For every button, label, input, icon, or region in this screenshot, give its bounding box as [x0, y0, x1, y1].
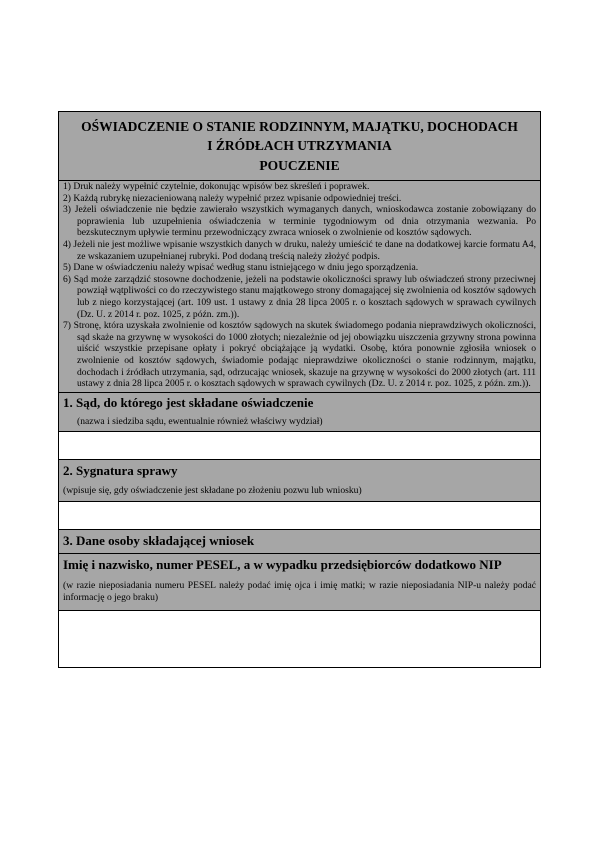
- section1-header: [59, 393, 540, 432]
- instruction-item: 5) Dane w oświadczeniu należy wpisać według stanu istniejącego w dniu jego sporządzenia.: [63, 262, 419, 274]
- court-name-field[interactable]: [59, 432, 540, 460]
- section2-note: (wpisuje się, gdy oświadczenie jest składane po złożeniu pozwu lub wniosku): [63, 484, 362, 496]
- instruction-item: 2) Każdą rubrykę niezacieniowaną należy wypełnić przez wpisanie odpowiedniej treści.: [63, 192, 402, 204]
- section3-subheader: [59, 554, 540, 611]
- section2-header: [59, 460, 540, 502]
- instruction-item: 4) Jeżeli nie jest możliwe wpisanie wszystkich danych w druku, należy umieścić te dane na dodatkowej karcie formatu A4, ze wskazaniem uzupełnianej rubryki. Pod dodaną treścią należy złożyć podpis.: [63, 238, 536, 262]
- section3-subheading: Imię i nazwisko, numer PESEL, a w wypadku przedsiębiorców dodatkowo NIP: [63, 556, 502, 572]
- form-title-line2: I ŹRÓDŁACH UTRZYMANIA: [207, 138, 392, 153]
- header-section: [59, 112, 540, 181]
- instructions-list: [59, 181, 540, 392]
- pouczenie-heading: POUCZENIE: [259, 158, 340, 173]
- form-title: [59, 112, 540, 158]
- case-signature-field[interactable]: [59, 502, 540, 530]
- form-title-line1: OŚWIADCZENIE O STANIE RODZINNYM, MAJĄTKU, DOCHODACH: [81, 119, 518, 134]
- instruction-item: 6) Sąd może zarządzić stosowne dochodzenie, jeżeli na podstawie okoliczności sprawy lub oświadczeń strony przeciwnej powziął wątpliwości co do rzeczywistego stanu majątkowego strony domagającej się zwolnienia od kosztów sądowych lub z niego korzystającej (art. 109 ust. 1 ustawy z dnia 28 lipca 2005 r. o kosztach sądowych w sprawach cywilnych (Dz. U. z 2014 r. poz. 1025, z późn. zm.)).: [63, 273, 536, 320]
- instruction-item: 1) Druk należy wypełnić czytelnie, dokonując wpisów bez skreśleń i poprawek.: [63, 181, 370, 192]
- section1-heading: 1. Sąd, do którego jest składane oświadczenie: [63, 394, 314, 410]
- instruction-item: 7) Stronę, która uzyskała zwolnienie od kosztów sądowych na skutek świadomego podania nieprawdziwych okoliczności, sąd skaże na grzywnę w wysokości do 1000 złotych; niezależnie od jej obowiązku uiszczenia grzywny strona powinna uiścić wszystkie przepisane opłaty i pokryć obciążające ją wydatki. Osobę, która ponownie zgłosiła wniosek o zwolnienie od kosztów sądowych, świadomie podając nieprawdziwe okoliczności o stanie rodzinnym, majątku, dochodach i źródłach utrzymania, sąd, odrzucając wniosek, skazuje na grzywnę w wysokości do 2000 złotych (art. 111 ustawy z dnia 28 lipca 2005 r. o kosztach sądowych w sprawach cywilnych (Dz. U. z 2014 r. poz. 1025, z późn. zm.)).: [63, 320, 536, 390]
- section2-heading: 2. Sygnatura sprawy: [63, 462, 178, 478]
- section3-header: [59, 530, 540, 554]
- section1-note: (nazwa i siedziba sądu, ewentualnie również właściwy wydział): [77, 415, 323, 427]
- section3-note: (w razie nieposiadania numeru PESEL należy podać imię ojca i imię matki; w razie nieposiadania NIP-u należy podać informację o jego braku): [63, 579, 536, 603]
- applicant-data-field[interactable]: [59, 611, 540, 667]
- section3-heading: 3. Dane osoby składającej wniosek: [63, 532, 255, 548]
- instruction-item: 3) Jeżeli oświadczenie nie będzie zawierało wszystkich wymaganych danych, wnioskodawca zostanie zobowiązany do poprawienia lub uzupełnienia oświadczenia w terminie tygodniowym od dnia otrzymania wezwania. Po bezskutecznym upływie terminu przewodniczący zwraca wniosek o zwolnienie od kosztów sądowych.: [63, 204, 536, 239]
- instructions-section: [59, 181, 540, 393]
- declaration-form: [58, 111, 541, 668]
